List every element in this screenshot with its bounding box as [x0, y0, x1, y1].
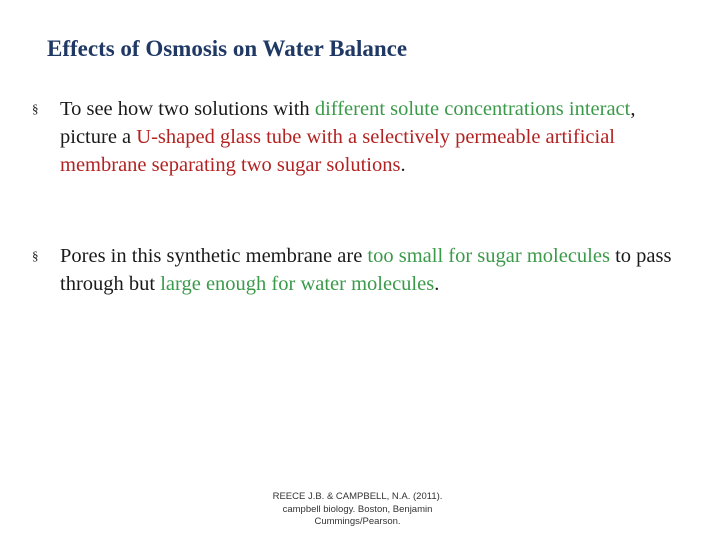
bullet-item-2: [32, 242, 692, 298]
citation-line: Cummings/Pearson.: [314, 516, 401, 527]
highlight-green: large enough for water molecules: [160, 273, 435, 295]
highlight-green: different solute concentrations interact: [314, 98, 631, 120]
bullet-text-1: [60, 95, 692, 179]
bullet-text-segment: .: [434, 273, 440, 295]
bullet-item-1: [32, 95, 692, 179]
bullet-marker-icon: §: [32, 101, 39, 116]
bullet-text-segment: Pores in this synthetic membrane are: [60, 245, 368, 267]
bullet-text-segment: To see how two solutions with: [60, 98, 315, 120]
bullet-text-segment: to pass through but: [60, 245, 672, 295]
bullet-text-2: [60, 242, 692, 298]
citation: [250, 491, 465, 529]
bullet-marker-icon: §: [32, 248, 39, 263]
slide-title: Effects of Osmosis on Water Balance: [47, 36, 408, 61]
bullet-text-segment: .: [400, 154, 406, 176]
citation-line: REECE J.B. & CAMPBELL, N.A. (2011).: [272, 491, 443, 502]
highlight-green: too small for sugar molecules: [367, 245, 610, 267]
citation-line: campbell biology. Boston, Benjamin: [282, 503, 433, 515]
bullet-text-segment: , picture a: [60, 98, 636, 148]
highlight-red: U-shaped glass tube with a selectively permeable artificial membrane separating two sugar solutions: [60, 126, 615, 176]
